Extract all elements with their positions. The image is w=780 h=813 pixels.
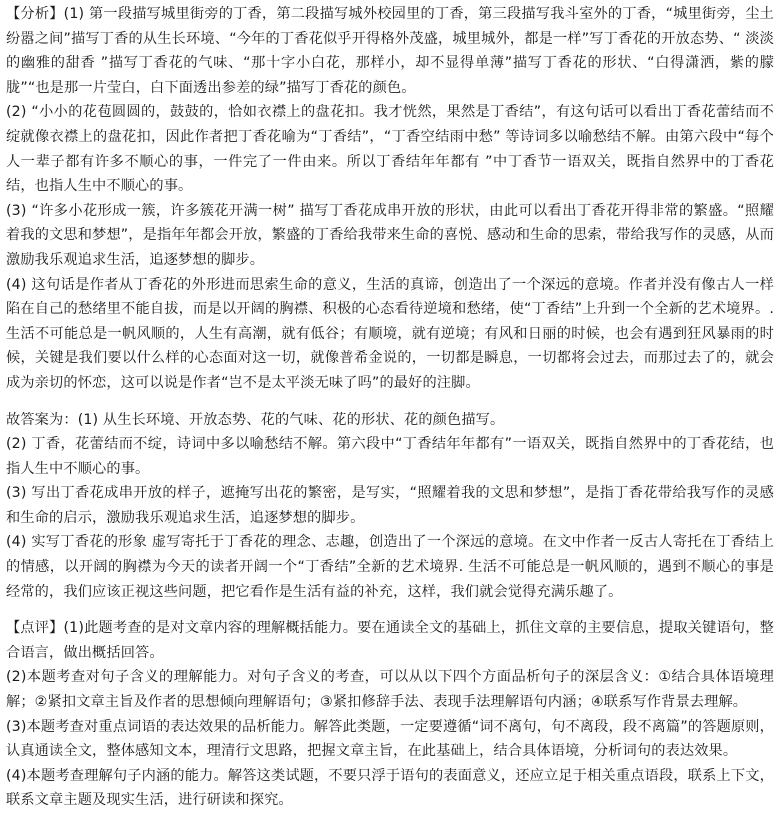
section-gap: [6, 396, 774, 408]
analysis-paragraph-3: (3) “许多小花形成一簇，许多簇花开满一树” 描写丁香花成串开放的形状，由此可以看出丁香花开得非常的繁盛。“照耀着我的文思和梦想”，是指年年都会开放，繁盛的丁香给我带来生命的喜悦、感动和生命的思索，带给我写作的灵感，从而激励我乐观追求生活，追逐梦想的脚步。: [6, 202, 774, 268]
answer-paragraph-3: (3) 写出丁香花成串开放的样子，遮掩写出花的繁密，是写实，“照耀着我的文思和梦想”，是指丁香花带给我写作的灵感和生命的启示，激励我乐观追求生活，追逐梦想的脚步。: [6, 485, 774, 526]
comment-section: [6, 616, 774, 813]
analysis-paragraph-4: (4) 这句话是作者从丁香花的外形进而思索生命的意义，生活的真谛，创造出了一个深远的意境。作者并没有像古人一样陷在自己的愁绪里不能自拔，而是以开阔的胸襟、积极的心态看待逆境和愁绪，使“丁香结”上升到一个全新的艺术境界。. 生活不可能总是一帆风顺的，人生有高潮，就有低谷；有顺境，就有逆境；有风和日丽的时候，也会有遇到狂风暴雨的时候，关键是我们要以什么样的心态面对这一切，就像普希金说的，一切都是瞬息，一切都将会过去，而那过去了的，就会成为亲切的怀恋，这可以说是作者“岂不是太平淡无味了吗”的最好的注脚。: [6, 276, 774, 391]
analysis-paragraph-1: 【分析】(1) 第一段描写城里街旁的丁香，第二段描写城外校园里的丁香，第三段描写我斗室外的丁香，“城里街旁，尘土纷嚣之间”描写丁香的从生长环境、“今年的丁香花似乎开得格外茂盛，城里城外，都是一样”写丁香花的开放态势、“ 淡淡的幽雅的甜香 ”描写丁香花的气味、“那十字小白花，那样小，却不显得单薄”描写丁香花的形状、“白得潇洒，紫的朦胧”“也是那一片莹白，白下面透出参差的绿”描写丁香花的颜色。: [6, 6, 774, 96]
answer-paragraph-2: (2) 丁香，花蕾结而不绽，诗词中多以喻愁结不解。第六段中“丁香结年年都有”一语双关，既指自然界中的丁香花结，也指人生中不顺心的事。: [6, 436, 774, 477]
answer-section: [6, 408, 774, 605]
answer-paragraph-4: (4) 实写丁香花的形象 虚写寄托于丁香花的理念、志趣，创造出了一个深远的意境。在文中作者一反古人寄托在丁香结上的情感，以开阔的胸襟为今天的读者开阔一个“丁香结”全新的艺术境界. 生活不可能总是一帆风顺的，遇到不顺心的事是经常的，我们应该正视这些问题，把它看作是生活有益的补充，这样，我们就会觉得充满乐趣了。: [6, 534, 774, 600]
comment-paragraph-2: (2)本题考查对句子含义的理解能力。对句子含义的考查，可以从以下四个方面品析句子的深层含义：①结合具体语境理解；②紧扣文章主旨及作者的思想倾向理解语句；③紧扣修辞手法、表现手法理解语句内涵；④联系写作背景去理解。: [6, 669, 774, 711]
section-gap: [6, 604, 774, 616]
analysis-section: [6, 2, 774, 396]
analysis-paragraph-2: (2) “小小的花苞圆圆的，鼓鼓的，恰如衣襟上的盘花扣。我才恍然，果然是丁香结”，有这句话可以看出丁香花蕾结而不绽就像衣襟上的盘花扣，因此作者把丁香花喻为“丁香结”，“丁香空结雨中愁” 等诗词多以喻愁结不解。由第六段中“每个人一辈子都有许多不顺心的事，一件完了一件由来。所以丁香结年年都有 ”中丁香节一语双关，既指自然界中的丁香花结，也指人生中不顺心的事。: [6, 104, 774, 195]
comment-paragraph-4: (4)本题考查理解句子内涵的能力。解答这类试题，不要只浮于语句的表面意义，还应立足于相关重点语段，联系上下文，联系文章主题及现实生活，进行研读和探究。: [6, 767, 774, 809]
comment-paragraph-3: (3)本题考查对重点词语的表达效果的品析能力。解答此类题，一定要遵循“词不离句，句不离段，段不离篇”的答题原则，认真通读全文，整体感知文本，理清行文思路，把握文章主旨，在此基础上，结合具体语境，分析词句的表达效果。: [6, 718, 774, 760]
comment-paragraph-1: 【点评】(1)此题考查的是对文章内容的理解概括能力。要在通读全文的基础上，抓住文章的主要信息，提取关键语句，整合语言，做出概括回答。: [6, 620, 774, 661]
answer-paragraph-1: 故答案为：(1) 从生长环境、开放态势、花的气味、花的形状、花的颜色描写。: [6, 411, 505, 428]
